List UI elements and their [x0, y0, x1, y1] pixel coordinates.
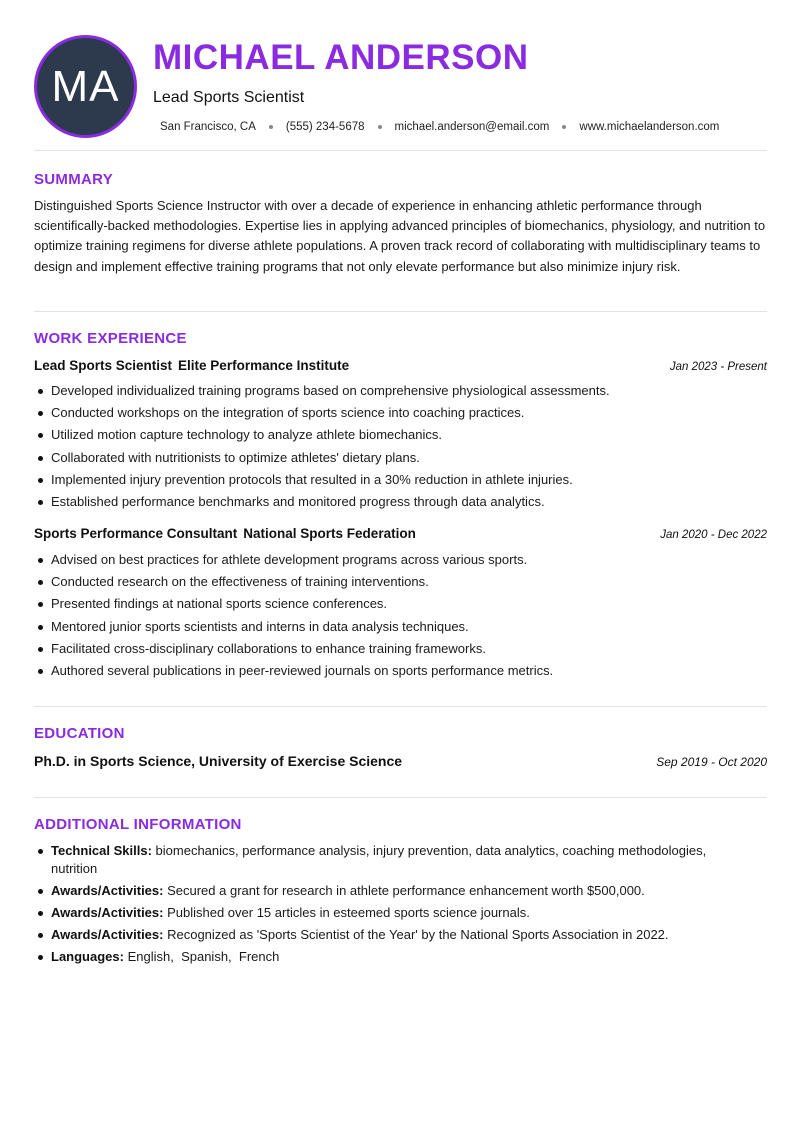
item-label: Awards/Activities: [51, 905, 164, 920]
education-entry [34, 753, 767, 769]
item-text: Recognized as 'Sports Scientist of the Year' by the National Sports Association in 2022. [167, 927, 669, 942]
separator-dot [269, 125, 273, 129]
item-text: Published over 15 articles in esteemed sports science journals. [167, 905, 530, 920]
divider [34, 797, 767, 798]
item-label: Awards/Activities: [51, 927, 164, 942]
list-item: Collaborated with nutritionists to optimize athletes' dietary plans. [34, 447, 767, 469]
job-bullets [34, 549, 767, 682]
job-org: National Sports Federation [243, 526, 416, 541]
section-title-summary: SUMMARY [34, 171, 114, 188]
job-org: Elite Performance Institute [178, 358, 350, 373]
list-item: Utilized motion capture technology to analyze athlete biomechanics. [34, 424, 767, 446]
contact-bar [160, 121, 719, 133]
job-date: Jan 2023 - Present [669, 361, 767, 373]
job-title: Lead Sports Scientist [153, 89, 305, 106]
job-role-org [34, 358, 349, 373]
list-item [34, 842, 734, 878]
job-role: Lead Sports Scientist [34, 358, 173, 373]
separator-dot [562, 125, 566, 129]
job-role: Sports Performance Consultant [34, 526, 238, 541]
job-header [34, 526, 767, 541]
list-item: Facilitated cross-disciplinary collaborations to enhance training frameworks. [34, 638, 767, 660]
avatar-initials: MA [51, 61, 120, 111]
list-item: Advised on best practices for athlete development programs across various sports. [34, 549, 767, 571]
divider [34, 311, 767, 312]
item-label: Languages: [51, 949, 124, 964]
section-title-experience: WORK EXPERIENCE [34, 330, 187, 347]
list-item: Developed individualized training programs based on comprehensive physiological assessments. [34, 380, 767, 402]
item-text: Secured a grant for research in athlete performance enhancement worth $500,000. [167, 883, 645, 898]
list-item: Conducted research on the effectiveness of training interventions. [34, 571, 767, 593]
list-item: Established performance benchmarks and monitored progress through data analytics. [34, 491, 767, 513]
contact-location: San Francisco, CA [160, 121, 256, 133]
list-item [34, 948, 734, 966]
job-header [34, 358, 767, 373]
summary-text: Distinguished Sports Science Instructor with over a decade of experience in enhancing athletic performance through scientifically-backed methodologies. Expertise lies in applying advanced principles of biomechanics, physiology, and nutrition to optimize training regimens for diverse athlete populations. A proven track record of collaborating with multidisciplinary teams to design and implement effective training programs that not only elevate performance but also minimize injury risk. [34, 198, 766, 274]
item-text: biomechanics, performance analysis, injury prevention, data analytics, coaching methodologies, nutrition [51, 843, 707, 876]
list-item [34, 904, 734, 922]
item-text: English, Spanish, French [127, 949, 280, 964]
contact-website[interactable]: www.michaelanderson.com [579, 121, 720, 133]
candidate-name: MICHAEL ANDERSON [153, 38, 529, 77]
section-title-additional: ADDITIONAL INFORMATION [34, 816, 242, 833]
list-item: Mentored junior sports scientists and interns in data analysis techniques. [34, 616, 767, 638]
separator-dot [378, 125, 382, 129]
divider [34, 706, 767, 707]
list-item: Presented findings at national sports science conferences. [34, 593, 767, 615]
list-item [34, 926, 734, 944]
avatar [34, 35, 137, 138]
list-item [34, 882, 734, 900]
contact-phone: (555) 234-5678 [285, 121, 365, 133]
item-label: Technical Skills: [51, 843, 152, 858]
education-date: Sep 2019 - Oct 2020 [656, 755, 767, 769]
section-title-education: EDUCATION [34, 725, 125, 742]
education-degree: Ph.D. in Sports Science, University of Exercise Science [34, 753, 403, 769]
additional-list [34, 842, 734, 970]
contact-email[interactable]: michael.anderson@email.com [394, 121, 550, 133]
job-role-org [34, 526, 416, 541]
list-item: Conducted workshops on the integration of sports science into coaching practices. [34, 402, 767, 424]
divider [34, 150, 767, 151]
job-date: Jan 2020 - Dec 2022 [660, 529, 767, 541]
job-bullets [34, 380, 767, 513]
list-item: Implemented injury prevention protocols that resulted in a 30% reduction in athlete injuries. [34, 469, 767, 491]
item-label: Awards/Activities: [51, 883, 164, 898]
list-item: Authored several publications in peer-reviewed journals on sports performance metrics. [34, 660, 767, 682]
